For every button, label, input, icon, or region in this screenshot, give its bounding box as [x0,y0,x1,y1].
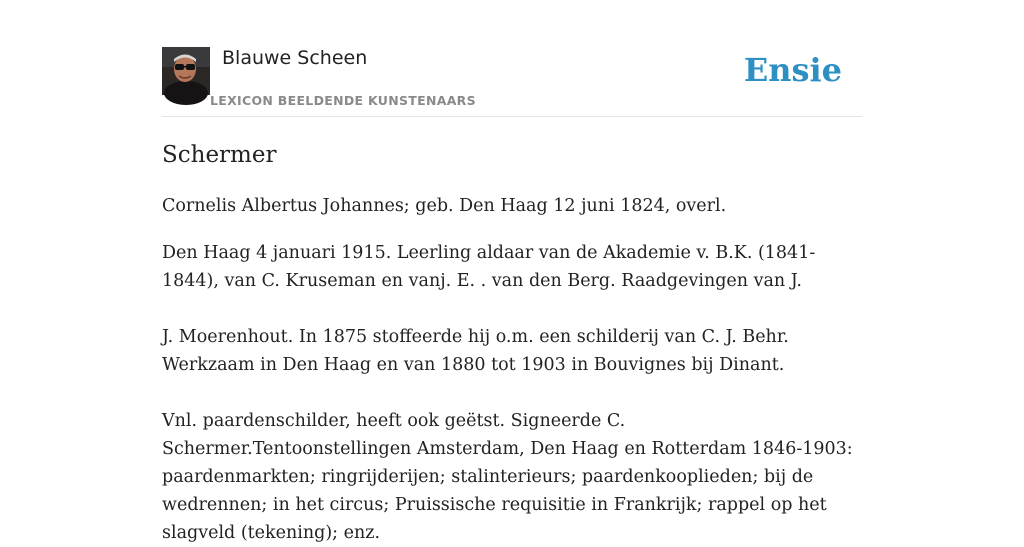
article-header [162,46,862,117]
lexicon-name[interactable]: LEXICON BEELDENDE KUNSTENAARS [210,93,476,108]
avatar-photo [162,47,210,95]
paragraph: J. Moerenhout. In 1875 stoffeerde hij o.m. een schilderij van C. J. Behr. Werkzaam in Den Haag en van 1880 tot 1903 in Bouvignes bij Dinant. [162,327,789,375]
avatar[interactable] [162,47,210,95]
article-body [162,192,862,547]
site-logo[interactable]: Ensie [743,51,842,89]
page-title: Schermer [162,142,277,168]
paragraph: Cornelis Albertus Johannes; geb. Den Haag 12 juni 1824, overl. [162,196,727,216]
paragraph: Den Haag 4 januari 1915. Leerling aldaar van de Akademie v. B.K. (1841-1844), van C. Kruseman en vanj. E. . van den Berg. Raadgevingen van J. [162,243,816,291]
author-name[interactable]: Blauwe Scheen [222,47,368,69]
paragraph: Vnl. paardenschilder, heeft ook geëtst. Signeerde C. Schermer.Tentoonstellingen Amsterdam, Den Haag en Rotterdam 1846-1903: paardenmarkten; ringrijderijen; stalinterieurs; paardenkooplieden; bij de wedrennen; in het circus; Pruissische requisitie in Frankrijk; rappel op het slagveld (tekening); enz. [162,411,853,543]
